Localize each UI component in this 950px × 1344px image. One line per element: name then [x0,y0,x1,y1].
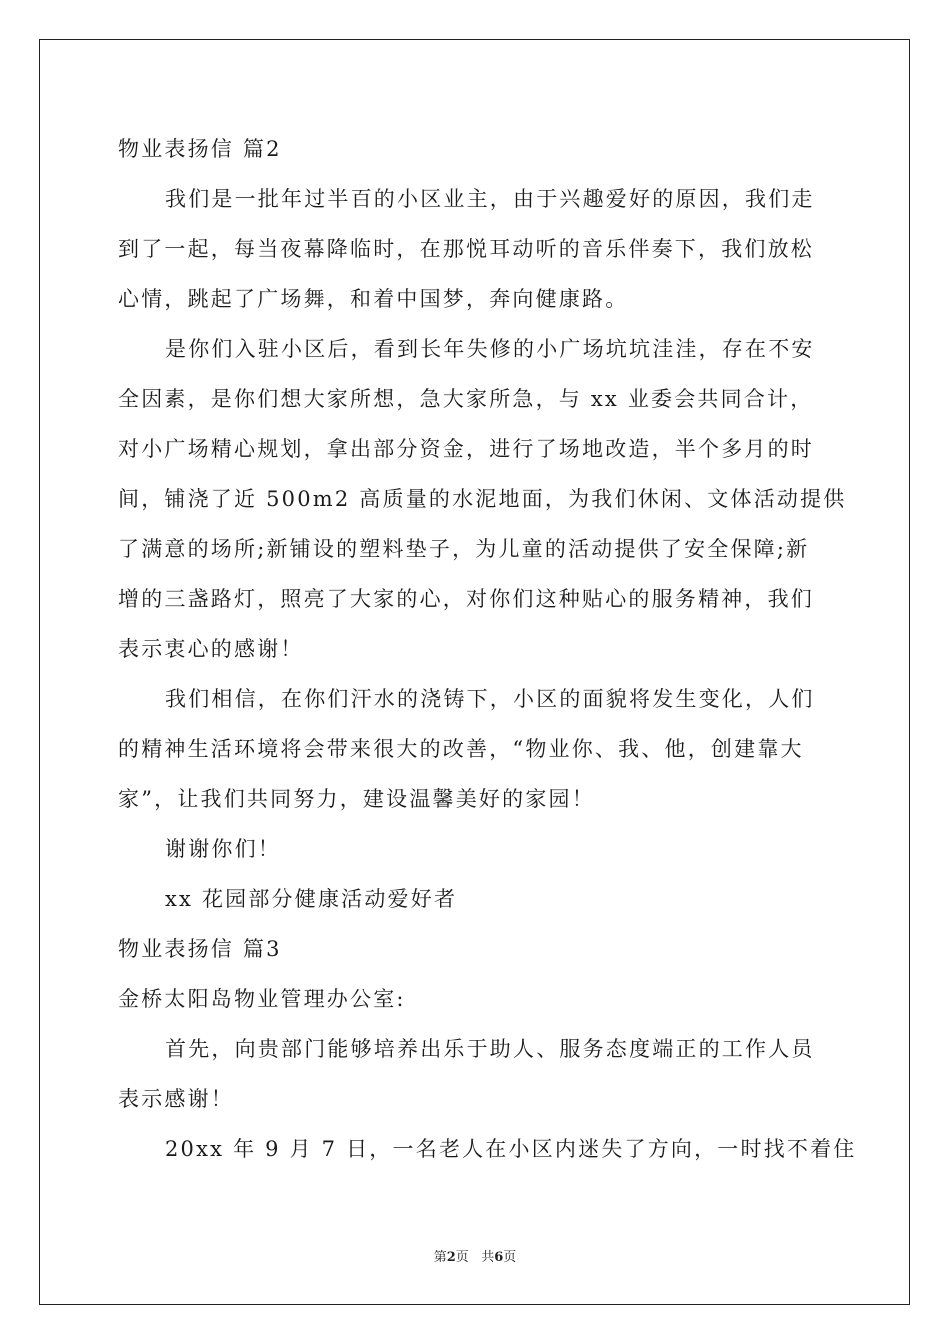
paragraph-line: 到了一起，每当夜幕降临时，在那悦耳动听的音乐伴奏下，我们放松 [118,237,814,261]
section-heading: 物业表扬信 篇2 [118,137,282,161]
paragraph-line: 首先，向贵部门能够培养出乐于助人、服务态度端正的工作人员 [165,1037,815,1061]
paragraph-line: 心情，跳起了广场舞，和着中国梦，奔向健康路。 [118,287,629,311]
paragraph-line: 的精神生活环境将会带来很大的改善，“物业你、我、他，创建靠大 [118,737,804,761]
paragraph-line: 我们相信，在你们汗水的浇铸下，小区的面貌将发生变化，人们 [165,687,815,711]
footer-total-suffix: 页 [503,1250,517,1265]
section-heading: 物业表扬信 篇3 [118,937,282,961]
footer-page-suffix: 页 [455,1250,469,1265]
signature: xx 花园部分健康活动爱好者 [165,887,458,911]
paragraph-line: 是你们入驻小区后，看到长年失修的小广场坑坑洼洼，存在不安 [165,337,815,361]
salutation: 金桥太阳岛物业管理办公室: [118,987,406,1011]
paragraph-line: 间，铺浇了近 500m2 高质量的水泥地面，为我们休闲、文体活动提供 [118,487,847,511]
paragraph-line: 表示感谢！ [118,1087,234,1111]
footer-total-number: 6 [494,1250,504,1265]
page-border [39,39,910,1305]
paragraph-line: 增的三盏路灯，照亮了大家的心，对你们这种贴心的服务精神，我们 [118,587,814,611]
page-footer [0,1246,950,1265]
paragraph-line: 20xx 年 9 月 7 日，一名老人在小区内迷失了方向，一时找不着住 [165,1137,857,1161]
paragraph-line: 了满意的场所;新铺设的塑料垫子，为儿童的活动提供了安全保障;新 [118,537,810,561]
paragraph-line: 表示衷心的感谢！ [118,637,304,661]
paragraph-line: 我们是一批年过半百的小区业主，由于兴趣爱好的原因，我们走 [165,187,815,211]
paragraph-line: 对小广场精心规划，拿出部分资金，进行了场地改造，半个多月的时 [118,437,814,461]
closing-thanks: 谢谢你们！ [165,837,281,861]
footer-page-prefix: 第 [433,1250,447,1265]
footer-total-prefix: 共 [481,1250,495,1265]
paragraph-line: 家”，让我们共同努力，建设温馨美好的家园！ [118,787,595,811]
footer-page-number: 2 [446,1250,456,1265]
paragraph-line: 全因素，是你们想大家所想，急大家所急，与 xx 业委会共同合计， [118,387,814,411]
